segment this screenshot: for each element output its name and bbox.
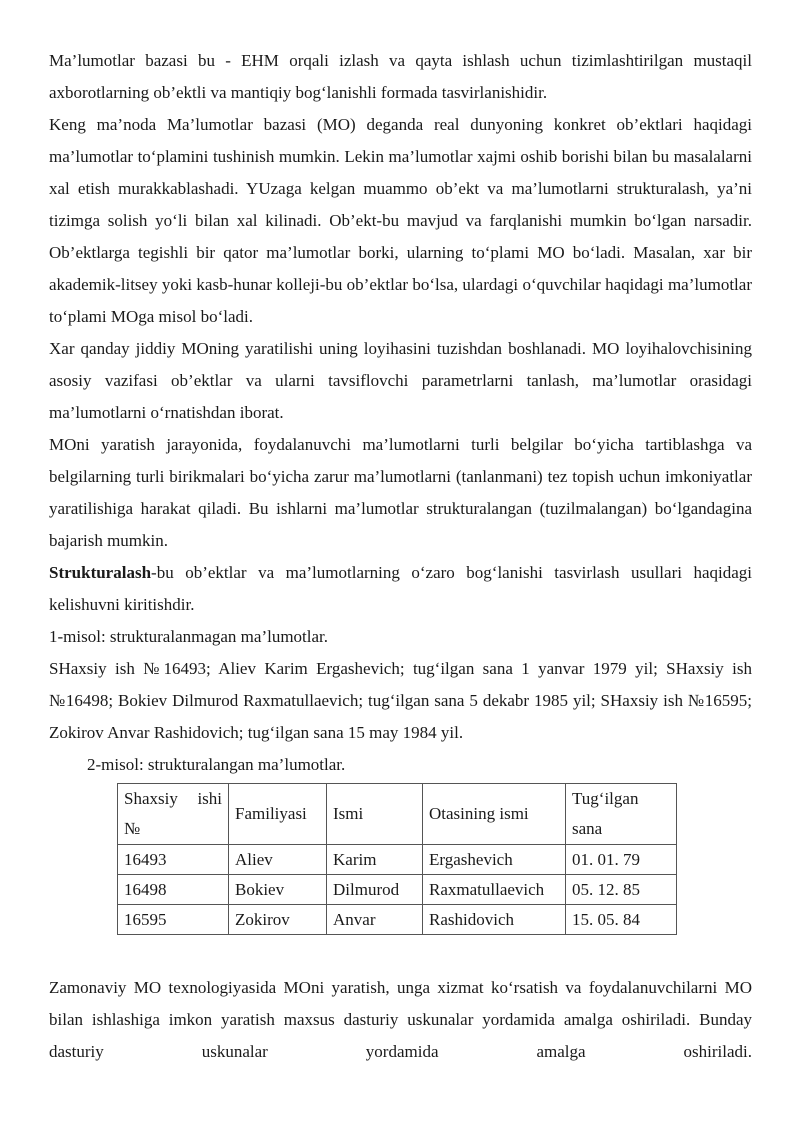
- table-cell: 01. 01. 79: [566, 845, 677, 875]
- header-patronymic: Otasining ismi: [423, 784, 566, 845]
- paragraph-broad-meaning: Keng ma’noda Ma’lumotlar bazasi (MO) deganda real dunyoning konkret ob’ektlari haqidagi ma’lumotlar to‘plamini tushinish mumkin. Lekin ma’lumotlar xajmi oshib borishi bilan bu masalalarni xal etish murakkablashadi. YUzaga kelgan muammo ob’ekt va ma’lumotlarni strukturalash, ya’ni tizimga solish yo‘li bilan xal kilinadi. Ob’ekt-bu mavjud va farqlanishi mumkin bo‘lgan narsadir. Ob’ektlarga tegishli bir qator ma’lumotlar borki, ularning to‘plami MO bo‘ladi. Masalan, xar bir akademik-litsey yoki kasb-hunar kolleji-bu ob’ektlar bo‘lsa, ulardagi o‘quvchilar haqidagi ma’lumotlar to‘plami MOga misol bo‘ladi.: [49, 115, 752, 326]
- table-cell: Bokiev: [229, 875, 327, 905]
- header-text: №: [124, 819, 141, 838]
- document-page: [49, 45, 752, 1068]
- header-surname: Familiyasi: [229, 784, 327, 845]
- table-cell: 15. 05. 84: [566, 905, 677, 935]
- paragraph-definition: Ma’lumotlar bazasi bu - EHM orqali izlash va qayta ishlash uchun tizimlashtirilgan mustaqil axborotlarning ob’ektli va mantiqiy bog‘lanishli formada tasvirlanishidir.: [49, 51, 752, 102]
- header-name: Ismi: [327, 784, 423, 845]
- example1-title: 1-misol: strukturalanmagan ma’lumotlar.: [49, 627, 329, 646]
- table-cell: Rashidovich: [423, 905, 566, 935]
- table-row: [118, 875, 677, 905]
- table-row: [118, 845, 677, 875]
- table-header-row: [118, 784, 677, 845]
- table-cell: Raxmatullaevich: [423, 875, 566, 905]
- table-cell: Karim: [327, 845, 423, 875]
- table-cell: 16493: [118, 845, 229, 875]
- structuring-definition: -bu ob’ektlar va ma’lumotlarning o‘zaro bog‘lanishi tasvirlash usullari haqidagi kelishuvni kiritishdir.: [49, 563, 752, 614]
- header-birth-date: [566, 784, 677, 845]
- term-structuring: Strukturalash: [49, 563, 152, 582]
- header-text: ishi: [197, 789, 222, 808]
- table-cell: 05. 12. 85: [566, 875, 677, 905]
- table-cell: 16498: [118, 875, 229, 905]
- header-text: Tug‘ilgan: [572, 789, 639, 808]
- table-cell: Anvar: [327, 905, 423, 935]
- paragraph-creation-process: MOni yaratish jarayonida, foydalanuvchi ma’lumotlarni turli belgilar bo‘yicha tartiblashga va belgilarning turli birikmalari bo‘yicha zarur ma’lumotlarni (tanlanmani) tez topish uchun imkoniyatlar yaratilishiga harakat qiladi. Bu ishlarni ma’lumotlar strukturalangan (tuzilmalangan) bo‘lgandagina bajarish mumkin.: [49, 435, 752, 550]
- paragraph-modern-technology: Zamonaviy MO texnologiyasida MOni yaratish, unga xizmat ko‘rsatish va foydalanuvchilarni MO bilan ishlashiga imkon yaratish maxsus dasturiy uskunalar yordamida amalga oshiriladi. Bunday dasturiy uskunalar yordamida amalga oshiriladi.: [49, 978, 752, 1061]
- spacer: [49, 935, 752, 972]
- paragraph-design: Xar qanday jiddiy MOning yaratilishi uning loyihasini tuzishdan boshlanadi. MO loyihalovchisining asosiy vazifasi ob’ektlar va ularni tavsiflovchi parametrlarni tanlash, ma’lumotlar orasidagi ma’lumotlarni o‘rnatishdan iborat.: [49, 339, 752, 422]
- table-cell: Ergashevich: [423, 845, 566, 875]
- example2-title: 2-misol: strukturalangan ma’lumotlar.: [87, 755, 346, 774]
- header-text: Shaxsiy: [124, 789, 178, 808]
- table-cell: Dilmurod: [327, 875, 423, 905]
- structured-data-table: [117, 783, 677, 935]
- table-cell: 16595: [118, 905, 229, 935]
- paragraph-structuring: [49, 557, 752, 621]
- example1-text: SHaxsiy ish №16493; Aliev Karim Ergashevich; tug‘ilgan sana 1 yanvar 1979 yil; SHaxsiy ish №16498; Bokiev Dilmurod Raxmatullaevich; tug‘ilgan sana 5 dekabr 1985 yil; SHaxsiy ish №16595; Zokirov Anvar Rashidovich; tug‘ilgan sana 15 may 1984 yil.: [49, 659, 752, 742]
- header-personal-file-no: [118, 784, 229, 845]
- header-text: sana: [572, 819, 603, 838]
- table-row: [118, 905, 677, 935]
- table-cell: Aliev: [229, 845, 327, 875]
- table-cell: Zokirov: [229, 905, 327, 935]
